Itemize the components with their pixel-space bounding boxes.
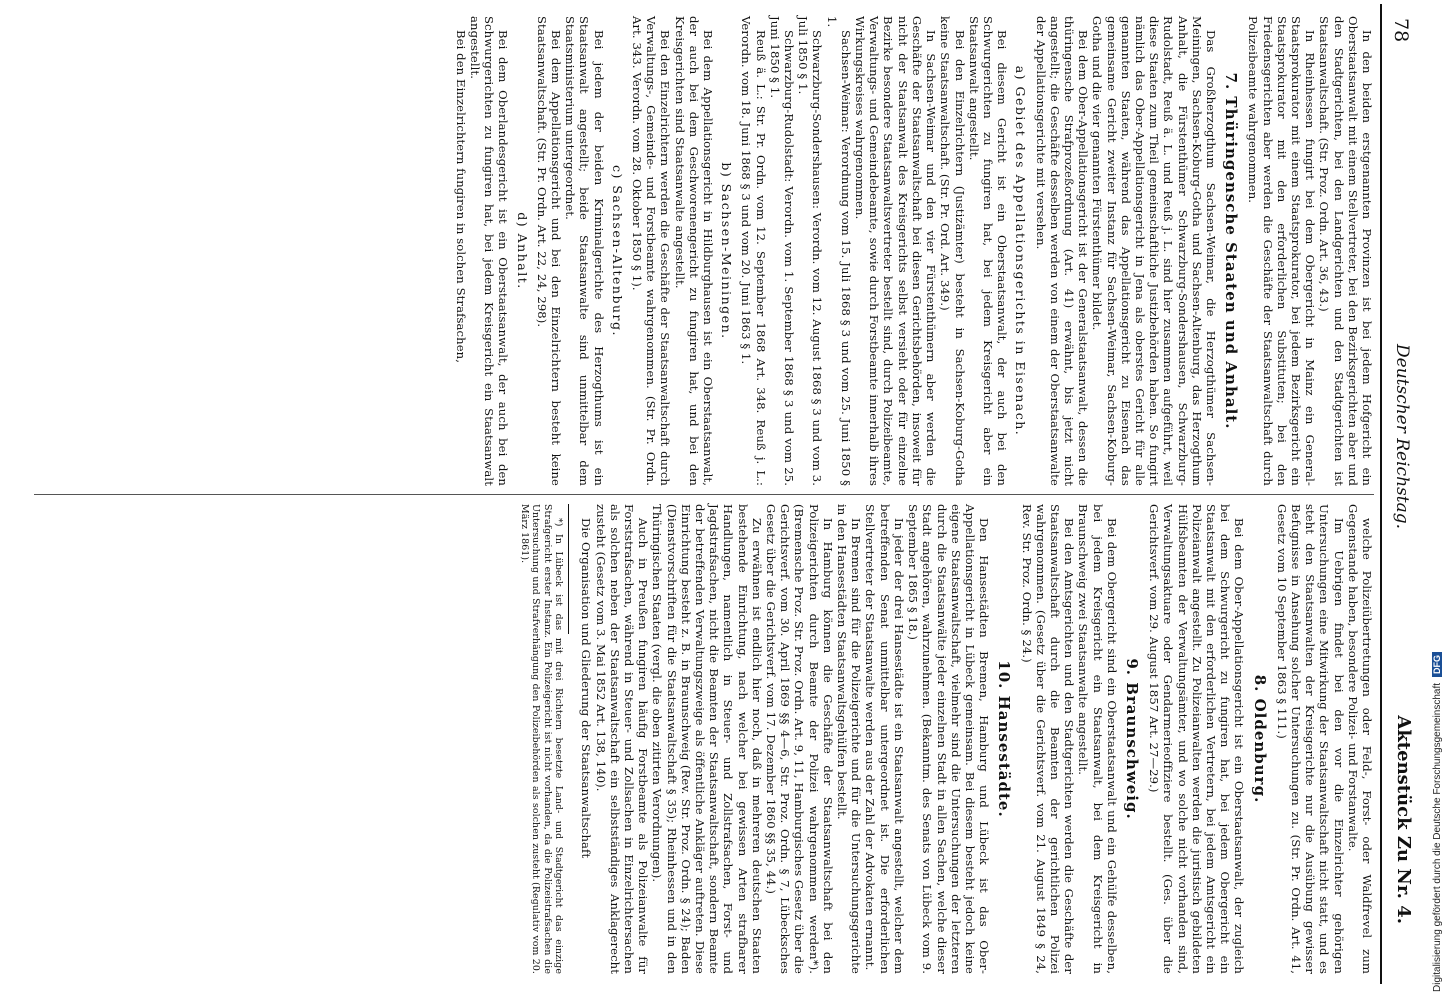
page-number: 78 (1390, 18, 1412, 43)
column-divider (34, 494, 1374, 495)
right-paragraph: Bei dem Ober-Appellationsgericht ist ein Oberstaatsanwalt, der zugleich bei dem Schwurgericht zu fungiren hat, bei jedem Obergericht ein Staatsanwalt mit den erforderlichen Vertretern, bei jedem Amtsgericht ein Polizeianwalt angestellt. Zu Polizeianwalten werden die juristisch gebildeten Hülfsbeamten der Verwaltungsämter, und wo solche nicht vorhanden sind, Verwaltungsaktuare oder Gendarmerieoffiziere bestellt. (Ges. über die Gerichtsverf. vom 29. August 1857 Art. 27—29.) (1147, 504, 1247, 974)
right-text-column (519, 504, 1374, 974)
document-reference: Aktenstück Zu Nr. 4. (1393, 715, 1414, 924)
left-section-heading: 7. Thüringensche Staaten und Anhalt. (1222, 72, 1241, 430)
left-paragraph: Bei dem Ober-Appellationsgericht ist der Generalstaatsanwalt, dessen die thüringensche Strafprozeßordnung (Art. 41) erwähnt, bis jetzt nicht angestellt; die Geschäfte desselben werden von einem der Oberstaatsanwalte der Appellationsgerichte mit versehen. (1033, 16, 1091, 486)
left-paragraph: Reuß ä. L.: Str. Pr. Ordn. vom 12. September 1868 Art. 348. Reuß j. L.: Verordn. vom 18. Juni 1868 § 3 und vom 20. Juni 1863 § 1. (739, 16, 768, 486)
left-paragraph: Bei den Einzelrichtern fungiren in solchen Strafsachen, (453, 30, 468, 364)
right-paragraph: Bei den Amtsgerichten und den Stadtgerichten werden die Geschäfte der Staatsanwaltschaft durch die Beamten der gerichtlichen Polizei wahrgenommen. (Gesetz über die Gerichtsverf. vom 21. August 1849 § 24, Rev. Str. Proz. Ordn. § 24.) (1019, 504, 1077, 974)
dfg-logo: DFG (1432, 652, 1442, 677)
left-paragraph: Bei den Einzelrichtern (Justizämter) besteht in Sachsen-Koburg-Gotha keine Staatsanwaltschaft. (Str. Pr. Ord. Art. 349.) (938, 16, 967, 486)
right-paragraph: Bei dem Obergericht sind ein Oberstaatsanwalt und ein Gehülfe desselben, bei jedem Kreisgericht ein Staatsanwalt, bei dem Kreisgericht in Braunschweig zwei Staatsanwalte angestellt. (1076, 504, 1119, 974)
running-title: Deutscher Reichstag. (1392, 344, 1412, 529)
left-paragraph: Bei dem Oberlandesgericht ist ein Oberstaatsanwalt, der auch bei den Schwurgerichten zu fungiren hat, bei jedem Kreisgericht ein Staatsanwalt angestellt. (468, 16, 511, 486)
footnote-rule (568, 504, 569, 634)
left-subsection-heading: c) Sachsen-Altenburg. (609, 164, 625, 337)
right-paragraph: Die Organisation und Gliederung der Staatsanwaltschaft (579, 518, 594, 859)
right-section-heading: 10. Hansestädte. (995, 660, 1014, 818)
left-paragraph: Bei den Einzelrichtern werden die Geschäfte der Staatsanwaltschaft durch Verwaltungs-, Gemeinde- und Forstbeamte wahrgenommen. (Str. Pr. Ordn. Art. 343. Verordn. vom 28. Oktober 1850 § 1). (630, 16, 673, 486)
left-paragraph: Das Großherzogthum Sachsen-Weimar, die Herzogthümer Sachsen-Meiningen, Sachsen-Koburg-Gotha und Sachsen-Altenburg, das Herzogthum Anhalt, die Fürstenthümer Schwarzburg-Sondershausen, Schwarzburg-Rudolstadt, Reuß ä. L. und Reuß j. L. sind hier zusammen aufgeführt, weil diese Staaten zum Theil gemeinschaftliche Justizbehörden haben. So fungirt nämlich das Ober-Appellationsgericht in Jena als oberstes Gericht für alle genannten Staaten, während das Appellationsgericht zu Eisenach das gemeinsame Gericht zweiter Instanz für Sachsen-Weimar, Sachsen-Koburg-Gotha und die vier genannten Fürstenthümer bildet. (1090, 16, 1218, 486)
right-paragraph: In Bremen sind für die Polizeigerichte und für die Untersuchungsgerichte in den Hansestädten Staatsanwaltsgehülfen bestellt. (835, 504, 864, 974)
left-paragraph: Bei dem Appellationsgericht und bei den Einzelrichtern besteht keine Staatsanwaltschaft. (Str. Pr. Ordn. Art. 22, 24, 298). (534, 16, 564, 486)
left-paragraph: Sachsen-Weimar: Verordnung vom 15. Juli 1868 § 3 und vom 25. Juni 1850 § 1. (824, 16, 853, 486)
left-paragraph: In Rheinhessen fungirt bei dem Obergericht in Mainz ein General-Staatsprokurator mit einem Staatsprokurator, bei jedem Bezirksgericht ein Staatsprokurator mit den erforderlichen Substituten; bei den Friedensgerichten aber werden die Geschäfte der Staatsanwaltschaft durch Polizeibeamte wahrgenommen. (1246, 16, 1318, 486)
left-paragraph: Bei jedem der beiden Kriminalgerichte des Herzogthums ist ein Staatsanwalt angestellt; beide Staatsanwalte sind unmittelbar dem Staatsministerium untergeordnet. (563, 16, 606, 486)
left-paragraph: Bei dem Appellationsgericht in Hildburghausen ist ein Oberstaatsanwalt, der auch bei dem Geschworenengericht zu fungiren hat, und bei den Kreisgerichten sind Staatsanwalte angestellt. (672, 16, 716, 486)
left-paragraph: In den beiden erstgenannten Provinzen ist bei jedem Hofgericht ein Oberstaatsanwalt mit einem Stellvertreter, bei den Bezirksgerichten aber und den Stadtgerichten, bei den Landgerichten und den Stadtgerichten ist Staatsanwaltschaft. (Str. Proz. Ordn. Art. 36, 43.) (1317, 16, 1374, 486)
right-section-heading: 8. Oldenburg. (1250, 674, 1269, 804)
left-paragraph: Schwarzburg-Sondershausen: Verordn. vom 12. August 1868 § 3 und vom 3. Juli 1850 § 1. (796, 16, 825, 486)
digitization-credit (1410, 0, 1443, 1000)
left-subsection-heading: a) Gebiet des Appellationsgerichts in Eisenach. (1013, 65, 1029, 437)
left-subsection-heading: d) Anhalt. (514, 212, 530, 290)
right-paragraph: Auch in Preußen fungiren häufig Forstbeamte als Polizeianwalte für Forststrafsachen, während in Steuer- und Zollsachen in Einzelrichtersachen als solchen neben der Staatsanwaltschaft ein selbstständiges Anklagerecht zusteht (Gesetz vom 3. Mai 1852 Art. 138, 140). (593, 504, 651, 974)
right-paragraph: Im Uebrigen findet bei den vor die Einzelrichter gehörigen Untersuchungen eine Mitwirkung der Staatsanwaltschaft nicht statt, und es steht den Staatsanwalten der Kreisgerichte nur die Ausübung gewisser Befugnisse in Ansehung solcher Untersuchungen zu. (Str. Pr. Ordn. Art. 41, Gesetz vom 10 September 1863 § 111.) (1274, 504, 1346, 974)
left-paragraph: Schwarzburg-Rudolstadt: Verordn. vom 1. September 1868 § 3 und vom 25. Juni 1850 § 1. (767, 16, 797, 486)
right-paragraph: In Hamburg können die Geschäfte der Staatsanwaltschaft bei den Polizeigerichten durch Beamte der Polizei wahrgenommen werden*). (Bremensche Proz. Str. Proz. Ordn. Art. 9, 11, Hamburgisches Gesetz über die Gerichtsverf. vom 30. April 1869 §§ 4—6, Str. Proz. Ordn. § 7, Lübecksches Gesetz über die Gerichtsverf. vom 17. Dezember 1860 §§ 35, 44.) (764, 504, 835, 974)
credit-text: Digitalisierung gefördert durch die Deutsche Forschungsgemeinschaft (1432, 682, 1443, 992)
right-footnote: *) In Lübeck ist das mit drei Richtern besetzte Land- und Stadtgericht das einzige Strafgericht erster Instanz. Ein Polizeigericht ist nicht vorhanden, da die Polizeistrafsachen die Untersuchung und Strafverhängung den Polizeibehörden als solchen zusteht (Regulativ vom 20. März 1861). (519, 504, 565, 974)
right-paragraph: In jeder der drei Hansestädte ist ein Staatsanwalt angestellt, welcher dem betreffenden Senat unmittelbar untergeordnet ist. Die erforderlichen Stellvertreter der Staatsanwalte werden aus der Zahl der Advokaten ernannt. (863, 504, 906, 974)
right-section-heading: 9. Braunschweig. (1122, 658, 1141, 820)
right-paragraph: Den Hansestädten Bremen, Hamburg und Lübeck ist das Ober-Appellationsgericht in Lübeck gemeinsam. Bei diesem besteht jedoch keine eigene Staatsanwaltschaft, vielmehr sind die Untersuchungen der letzteren durch die Staatsanwälte jeder einzelnen Stadt in allen Sachen, welche dieser Stadt angehören, wahrzunehmen. (Bekanntm. des Senats von Lübeck vom 9. September 1865 § 18.) (906, 504, 992, 974)
right-paragraph: Zu erwähnen ist endlich hier noch, daß in mehreren deutschen Staaten bestehende Einrichtung, nach welcher bei gewissen Arten strafbarer Handlungen, namentlich in Steuer- und Zollstrafsachen, Forst- und Jagdstrafsachen, nicht die Beamten der Staatsanwaltschaft, sondern Beamte der betreffenden Verwaltungszweige als öffentliche Ankläger auftreten. Diese Einrichtung besteht z. B. in Braunschweig (Rev. Str. Proz. Ordn. § 24); Baden (Dienstvorschriften für die Staatsanwaltschaft § 35); Rheinhessen und in den Thüringischen Staaten (vergl. die oben zitirten Verordnungen). (650, 504, 764, 974)
left-text-column (454, 16, 1374, 486)
left-subsection-heading: b) Sachsen-Meiningen. (719, 162, 735, 340)
left-paragraph: Bei diesem Gericht ist ein Oberstaatsanwalt, der auch bei den Schwurgerichten zu fungiren hat, bei jedem Kreisgericht aber ein Staatsanwalt angestellt. (966, 16, 1010, 486)
right-paragraph: welche Polizeiübertretungen oder Feld-, Forst- oder Waldfrevel zum Gegenstande haben, besondere Polizei- und Forstanwalte. (1345, 504, 1374, 974)
scanned-page (18, 4, 1418, 984)
left-paragraph: In Sachsen-Weimar und den vier Fürstenthümern aber werden die Geschäfte der Staatsanwaltschaft bei diesen Gerichtsbehörden, insoweit für nicht der Staatsanwalt des Kreisgerichts selbst versieht oder für einzelne Bezirke besondere Staatsanwaltsvertreter bestellt sind, durch Polizeibeamte, Verwaltungs- und Gemeindebeamte, sowie durch Forstbeamte innerhalb ihres Wirkungskreises wahrgenommen. (853, 16, 939, 486)
